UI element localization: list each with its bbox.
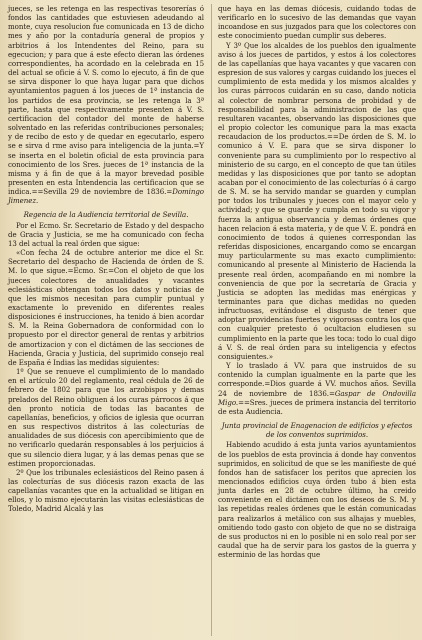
paragraph-continuation: que haya en las demas diócesis, cuidando todas de verificarlo en lo sucesivo de las demandas que vayan incoandose en sus juzgados para que los colectores con este conocimiento puedan cumplir sus deberes.	[218, 4, 416, 41]
paragraph-measure-3: Y 3º Que los alcaldes de los pueblos den igualmente aviso á los jueces de partidos, y estos á los colectores de las capellanías que haya vacantes y que vacaren con espresion de sus valores y cargas cuidando los jueces el cumplimiento de esta medida y los mismos alcaldes y los curas párrocos cuidarán en su caso, dando noticia al colector de nombrar persona de probidad y de responsabilidad para la administracion de las que resultaren vacantes, observando las disposiciones que el propio colector les comunique para la mas exacta recaudacion de los productos.==De órden de S. M. lo comunico á V. E. para que se sirva disponer lo conveniente para su cumplimiento por lo respectivo al ministerio de su cargo, en el concepto de que tan útiles medidas y las disposiciones que por tanto se adoptan acaban por el conocimiento de las colecturías ó á cargo de S. M. se ha servido mandar se guarden y cumplan por todos los tribunales y jueces con el mayor celo y actividad; y que se guarde y cumpla en todo su vigor y fuerza la antigua observancia y demas órdenes que hacen relacion á esta materia, y de que V. E. pondrá en conocimiento de todos á quienes correspondan las referidas disposiciones, encargando como se encargan muy particularmente su mas exacto cumplimiento: comunicando al presente al Ministerio de Hacienda la presente real órden, acompañando en mi nombre la conveniencia de que por la secretaría de Gracia y Justicia se adopten las medidas mas enérgicas y terminantes para que dichas medidas no queden infructuosas, evitándose el disgusto de tener que adoptar providencias fuertes y vigorosas contra los que con cualquier pretesto ó ocultacion eludiesen su cumplimiento en la parte que les toca: todo lo cual digo á V. S. de real órden para su inteligencia y efectos consiguientes.»	[218, 40, 416, 361]
paragraph-measure-1: 1º Que se renueve el cumplimiento de lo mandado en el artículo 20 del reglamento, real cédula de 26 de febrero de 1802 para que los arzobispos y demas prelados del Reino obliguen á los curas párrocos á que den pronto noticia de todas las bacantes de capellanías, beneficios, y oficios de iglesia que ocurran en sus respectivos distritos á las colecturías de anualidades de sus diócesis con apercibimiento que de no verificarlo quedarán responsables á los perjuicios á que su silencio diera lugar, y á las demas penas que se estimen proporcionadas.	[8, 367, 204, 468]
section-heading-regencia: Regencia de la Audiencia territorial de Sevilla.	[23, 210, 189, 220]
paragraph-transfer	[218, 361, 416, 416]
paragraph-royal-order: «Con fecha 24 de octubre anterior me dice el Sr. Secretario del despacho de Hacienda de órden de S. M. lo que sigue.=Ecmo. Sr.=Con el objeto de que los jueces colectores de anualidades y vacantes eclesiásticas obtengan todos los datos y noticias de que les mismos necesitan para cumplir puntual y exactamente lo prevenido en diferentes reales disposiciones é instrucciones, ha tenido á bien acordar S. M. la Reina Gobernadora de conformidad con lo propuesto por el director general de rentas y arbitrios de amortizacion y con el dictámen de las secciones de Hacienda, Gracia y Justicia, del suprimido consejo real de España é Indias las medidas siguientes:	[8, 248, 204, 367]
paragraph-regencia-intro: Por el Ecmo. Sr. Secretario de Estado y del despacho de Gracia y Justicia, se me ha comunicado con fecha 13 del actual la real órden que sigue:	[8, 220, 204, 248]
paragraph-text: ==Sres. jueces de primera instancia del territorio de esta Audiencia.	[218, 397, 416, 416]
paragraph-text: Y lo traslado á VV. para que instruidos de su contenido la cumplan igualmente en la parte que les corresponde.=Dios guarde á VV. muchos años. Sevilla 24 de noviembre de 1836.=	[218, 361, 416, 398]
section-heading-junta: Junta provincial de Enagenacion de edificios y efectos de los conventos suprimidos.	[221, 421, 413, 440]
paragraph-text: jueces, se les retenga en las respectivas tesorerías ó fondos las cantidades que estuviesen adeudando al monte, cuya resolucion fue comunicada en 13 de dicho mes y año por la contaduría general de propios y arbitrios á los Intendentes del Reino, para su egecucion; y para que á este efecto dieran las órdenes correspondientes, ha acordado en la celebrada en 15 del actual se oficie á V. S. como lo ejecuto, á fin de que se sirva disponer lo que haya lugar para que dichos ayuntamientos paguen á los jueces de 1ª instancia de los partidos de esa provincia, se les retenga la 3ª parte, hasta que respectivamente presenten á V. S. certificacion del contador del monte de haberse solventado en las referidas contribuciones personales; y de recibo de esto y de quedar en egecutarlo, espero se e sirva d rme aviso para inteligencia de la junta.=Y se inserta en el boletin oficial de esta provincia para conocimiento de los Sres. jueces de 1ª instancia de la misma y á fin de que á la mayor brevedad posible presenten en esta Intendencia las certificacion que se indica.==Sevilla 29 de noviembre de 1836.=	[8, 4, 204, 197]
signature-name: Domingo Jimenez.	[8, 187, 204, 206]
column-divider	[211, 4, 212, 636]
right-column	[218, 4, 416, 559]
paragraph-intendencia	[8, 4, 204, 205]
signature-name: Gaspar de Ondovilla Migo.	[218, 388, 416, 407]
paragraph-junta: Habiendo acudido á esta junta varios ayuntamientos de los pueblos de esta provincia á donde hay conventos suprimidos, en solicitud de que se les manifieste de qué fondos han de satisfacer los peritos que aprecien los mencionados edificios cuya órden tubo á bien esta junta darles en 28 de octubre último, ha creido conveniente en el dictámen con los deseos de S. M. y las repetidas reales órdenes que le están comunicadas para realizarlos á metálico con sus alhajas y muebles, omitiendo todo gasto con objeto de que no se distraiga de sus productos ni en lo posible ni en solo real por ser caudal que ha de servir para los gastos de la guerra y esterminio de las hordas que	[218, 440, 416, 560]
left-column	[8, 4, 204, 514]
paragraph-measure-2: 2º Que los tribunales eclesiásticos del Reino pasen á las colecturías de sus diócesis razon exacta de las capellanías vacantes que en la actualidad se litigan en ellos, y lo mismo ejecutarán las visitas eclesiásticas de Toledo, Madrid Alcalá y las	[8, 467, 204, 514]
